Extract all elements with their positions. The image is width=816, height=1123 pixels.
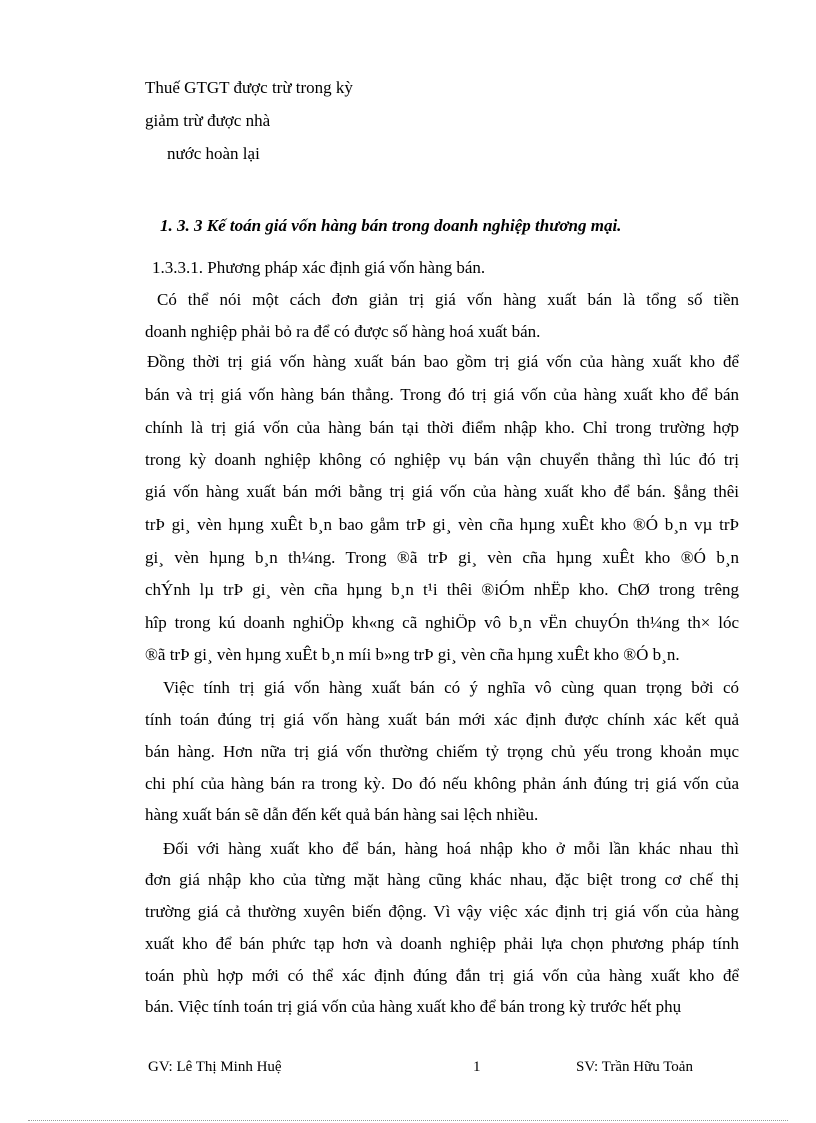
footer-page-number: 1: [473, 1059, 481, 1075]
subheading: 1.3.3.1. Phương pháp xác định giá vốn hàng bán.: [152, 258, 486, 277]
paragraph-2-line-7: gi¸ vèn hµng b¸n th¼ng. Trong ®ã trÞ gi¸ vèn cña hµng xuÊt kho ®Ó b¸n: [145, 548, 739, 567]
paragraph-3-line-3: bán hàng. Hơn nữa trị giá vốn thường chiếm tỷ trọng chủ yếu trong khoản mục: [145, 742, 739, 761]
paragraph-2-line-6: trÞ gi¸ vèn hµng xuÊt b¸n bao gåm trÞ gi¸ vèn cña hµng xuÊt kho ®Ó b¸n vµ trÞ: [145, 515, 739, 534]
section-heading: 1. 3. 3 Kế toán giá vốn hàng bán trong doanh nghiệp thương mại.: [160, 216, 622, 235]
paragraph-2-line-8: chÝnh lµ trÞ gi¸ vèn cña hµng b¸n t¹i thêi ®iÓm nhËp kho. ChØ trong trêng: [145, 580, 739, 599]
paragraph-2-line-1: Đồng thời trị giá vốn hàng xuất bán bao gồm trị giá vốn của hàng xuất kho để: [147, 352, 739, 371]
footer-student: SV: Trần Hữu Toản: [576, 1059, 693, 1075]
paragraph-2-line-9: hîp trong kú doanh nghiÖp kh«ng cã nghiÖp vô b¸n vËn chuyÓn th¼ng th× lóc: [145, 613, 739, 632]
paragraph-4-line-5: toán phù hợp mới có thể xác định đúng đắn trị giá vốn của hàng xuất kho để: [145, 966, 739, 985]
header-line-2: giảm trừ được nhà: [145, 111, 271, 130]
paragraph-2-line-4: trong kỳ doanh nghiệp không có nghiệp vụ bán vận chuyển thẳng thì lúc đó trị: [145, 450, 739, 469]
paragraph-3-line-5: hàng xuất bán sẽ dẫn đến kết quả bán hàng sai lệch nhiều.: [145, 805, 539, 824]
paragraph-4-line-1: Đối với hàng xuất kho để bán, hàng hoá nhập kho ở mỗi lần khác nhau thì: [163, 839, 739, 858]
footer-divider: [28, 1120, 788, 1121]
paragraph-1-line-2: doanh nghiệp phải bỏ ra để có được số hàng hoá xuất bán.: [145, 322, 541, 341]
paragraph-3-line-4: chi phí của hàng bán ra trong kỳ. Do đó nếu không phản ánh đúng trị giá vốn của: [145, 774, 739, 793]
paragraph-2-line-2: bán và trị giá vốn hàng bán thẳng. Trong đó trị giá vốn của hàng xuất kho để bán: [145, 385, 739, 404]
paragraph-4-line-3: trường giá cả thường xuyên biến động. Vì vậy việc xác định trị giá vốn của hàng: [145, 902, 739, 921]
header-line-3: nước hoàn lại: [167, 144, 260, 163]
paragraph-3-line-2: tính toán đúng trị giá vốn hàng xuất bán mới xác định được chính xác kết quả: [145, 710, 739, 729]
paragraph-3-line-1: Việc tính trị giá vốn hàng xuất bán có ý nghĩa vô cùng quan trọng bởi có: [163, 678, 739, 697]
paragraph-4-line-4: xuất kho để bán phức tạp hơn và doanh nghiệp phải lựa chọn phương pháp tính: [145, 934, 739, 953]
paragraph-2-line-3: chính là trị giá vốn của hàng bán tại thời điểm nhập kho. Chỉ trong trường hợp: [145, 418, 739, 437]
paragraph-4-line-6: bán. Việc tính toán trị giá vốn của hàng xuất kho để bán trong kỳ trước hết phụ: [145, 997, 682, 1016]
paragraph-2-line-5: giá vốn hàng xuất bán mới bằng trị giá vốn của hàng xuất kho để bán. §ång thêi: [145, 482, 739, 501]
paragraph-4-line-2: đơn giá nhập kho của từng mặt hàng cũng khác nhau, đặc biệt trong cơ chế thị: [145, 870, 739, 889]
paragraph-2-line-10: ®ã trÞ gi¸ vèn hµng xuÊt b¸n míi b»ng trÞ gi¸ vèn cña hµng xuÊt kho ®Ó b¸n.: [145, 645, 680, 664]
footer-teacher: GV: Lê Thị Minh Huệ: [148, 1059, 282, 1075]
header-line-1: Thuế GTGT được trừ trong kỳ: [145, 78, 353, 97]
paragraph-1-line-1: Có thể nói một cách đơn giản trị giá vốn hàng xuất bán là tổng số tiền: [157, 290, 739, 309]
